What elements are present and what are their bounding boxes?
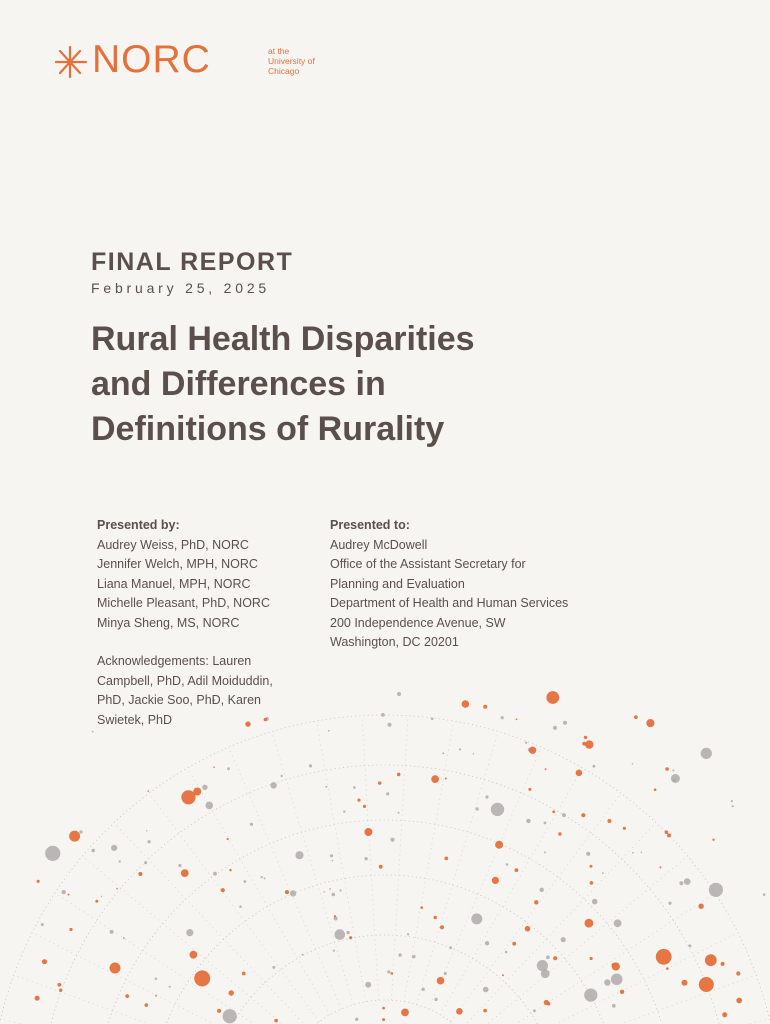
recipient-line: Department of Health and Human Services [330, 596, 569, 610]
dot-239 [434, 998, 437, 1001]
dot-128 [533, 1009, 536, 1012]
ring-1 [210, 935, 560, 1024]
dot-339 [444, 857, 448, 861]
dot-286 [656, 949, 672, 965]
dot-207 [412, 955, 416, 959]
dot-348 [261, 876, 263, 878]
dot-255 [632, 852, 634, 854]
dot-346 [553, 726, 557, 730]
dot-217 [155, 995, 157, 997]
dot-85 [145, 1003, 149, 1007]
logo-subtitle-line: University of [268, 56, 315, 66]
logo-subtitle [268, 46, 315, 76]
dot-17 [528, 788, 531, 791]
recipient-line: Washington, DC 20201 [330, 635, 459, 649]
dot-338 [701, 748, 712, 759]
dot-312 [501, 716, 504, 719]
spoke-21 [469, 856, 687, 1024]
dot-185 [242, 972, 246, 976]
dot-119 [667, 833, 671, 837]
dot-220 [576, 770, 583, 777]
ring-2 [150, 875, 620, 1024]
dot-222 [398, 812, 400, 814]
dot-279 [41, 923, 44, 926]
dot-70 [585, 919, 594, 928]
dot-322 [590, 957, 593, 960]
dot-229 [646, 719, 654, 727]
dot-163 [119, 860, 121, 862]
dot-225 [604, 979, 610, 985]
dot-142 [92, 731, 94, 733]
report-date: February 25, 2025 [91, 280, 271, 296]
dot-72 [378, 781, 381, 784]
dot-343 [641, 851, 643, 853]
spoke-18 [440, 768, 583, 1015]
dot-273 [213, 766, 215, 768]
spoke-6 [82, 856, 300, 1024]
dot-10 [221, 888, 225, 892]
dot-276 [181, 790, 195, 804]
dot-237 [562, 813, 566, 817]
dot-79 [668, 902, 671, 905]
dot-224 [462, 700, 470, 708]
spoke-17 [429, 747, 542, 1009]
dot-310 [552, 810, 555, 813]
dot-321 [563, 721, 567, 725]
dot-67 [323, 891, 325, 893]
dot-62 [593, 765, 596, 768]
recipient-line: Audrey McDowell [330, 537, 428, 552]
dot-275 [397, 773, 401, 777]
dot-145 [37, 880, 40, 883]
dot-127 [483, 705, 487, 709]
recipient-line: Office of the Assistant Secretary for [330, 557, 526, 571]
dot-46 [194, 970, 210, 986]
dot-238 [763, 893, 766, 896]
dot-214 [110, 963, 121, 974]
dot-260 [502, 974, 504, 976]
spoke-25 [492, 1019, 769, 1024]
presented-to-section [330, 516, 590, 653]
dot-267 [471, 913, 482, 924]
ring-5 [0, 715, 770, 1024]
dot-37 [401, 1009, 409, 1017]
dot-166 [731, 800, 733, 802]
dot-269 [612, 963, 616, 967]
dot-51 [561, 937, 566, 942]
dot-297 [544, 851, 546, 853]
spoke-16 [417, 732, 499, 1005]
ack-line: Acknowledgements: Lauren [97, 654, 252, 668]
spoke-13 [362, 716, 379, 1001]
dot-323 [456, 1008, 463, 1015]
dot-135 [264, 877, 266, 879]
dot-137 [365, 982, 371, 988]
author-line: Jennifer Welch, MPH, NORC [97, 557, 258, 571]
title-line: and Differences in [91, 365, 386, 403]
spoke-3 [14, 975, 282, 1024]
dot-97 [68, 894, 70, 896]
dot-268 [611, 974, 623, 986]
dot-211 [623, 827, 626, 830]
dot-150 [558, 832, 561, 835]
dot-243 [144, 861, 147, 864]
dot-174 [540, 888, 544, 892]
dot-87 [57, 983, 61, 987]
dot-248 [270, 782, 276, 788]
dot-171 [659, 866, 661, 868]
dot-189 [620, 990, 624, 994]
dot-131 [491, 803, 504, 816]
dot-122 [709, 883, 723, 897]
dot-336 [684, 878, 691, 885]
dot-152 [705, 954, 717, 966]
spoke-7 [114, 823, 310, 1024]
dot-116 [553, 956, 557, 960]
dot-50 [69, 928, 72, 931]
dot-12 [390, 838, 394, 842]
report-title [91, 317, 651, 452]
dot-250 [584, 736, 587, 739]
dot-213 [169, 986, 171, 988]
dot-141 [529, 747, 536, 754]
dot-118 [101, 896, 103, 898]
dot-92 [544, 1000, 549, 1005]
dot-327 [148, 840, 151, 843]
spoke-8 [149, 793, 319, 1022]
dot-136 [364, 857, 367, 860]
dot-177 [363, 805, 366, 808]
dot-192 [586, 852, 590, 856]
dot-156 [712, 839, 714, 841]
dot-110 [506, 863, 509, 866]
dot-187 [178, 864, 181, 867]
dot-53 [515, 868, 519, 872]
recipient-line: 200 Independence Avenue, SW [330, 615, 506, 630]
dot-287 [62, 890, 66, 894]
dot-205 [355, 1018, 358, 1021]
dot-277 [698, 904, 703, 909]
dot-283 [110, 930, 114, 934]
presented-by-section [97, 516, 297, 730]
dot-168 [181, 869, 189, 877]
dot-318 [420, 906, 423, 909]
dot-350 [59, 989, 62, 992]
author-line: Minya Sheng, MS, NORC [97, 615, 240, 630]
dot-215 [437, 977, 445, 985]
dot-49 [732, 805, 734, 807]
author-line: Liana Manuel, MPH, NORC [97, 576, 251, 591]
logo-subtitle-line: at the [268, 46, 290, 56]
dot-170 [525, 742, 527, 744]
dot-44 [186, 929, 193, 936]
dot-181 [665, 767, 669, 771]
dot-251 [125, 994, 129, 998]
spoke-23 [483, 933, 738, 1024]
dot-266 [335, 929, 346, 940]
dot-204 [325, 786, 327, 788]
spoke-4 [32, 933, 287, 1024]
dot-202 [239, 905, 242, 908]
dot-48 [95, 900, 98, 903]
dot-63 [69, 831, 80, 842]
dot-61 [485, 941, 489, 945]
dot-159 [546, 691, 559, 704]
dot-326 [512, 942, 516, 946]
spoke-12 [316, 721, 365, 1002]
dot-221 [250, 823, 253, 826]
spoke-15 [404, 721, 453, 1002]
spoke-10 [229, 747, 342, 1009]
spoke-2 [1, 1019, 278, 1024]
dot-329 [45, 846, 60, 861]
title-line: Rural Health Disparities [91, 320, 475, 358]
title-line: Definitions of Rurality [91, 410, 445, 448]
dot-81 [330, 854, 333, 857]
dot-123 [525, 926, 531, 932]
dot-231 [357, 799, 360, 802]
acknowledgements [97, 652, 297, 730]
dot-294 [379, 865, 383, 869]
dot-195 [147, 790, 149, 792]
dot-302 [328, 730, 330, 732]
dot-24 [444, 972, 447, 975]
author-line: Audrey Weiss, PhD, NORC [97, 537, 249, 552]
dot-83 [202, 785, 207, 790]
dot-71 [544, 822, 547, 825]
dot-352 [541, 969, 550, 978]
dot-88 [483, 1009, 487, 1013]
dot-193 [364, 828, 372, 836]
dot-315 [632, 763, 634, 765]
dot-106 [495, 841, 503, 849]
dot-107 [534, 900, 538, 904]
dot-203 [295, 851, 303, 859]
dot-73 [671, 774, 680, 783]
dot-139 [349, 936, 352, 939]
dot-129 [431, 718, 434, 721]
dot-13 [285, 890, 289, 894]
dot-332 [382, 1007, 385, 1010]
dot-330 [274, 1019, 278, 1023]
spoke-14 [391, 716, 408, 1001]
dot-2 [665, 830, 669, 834]
dot-175 [442, 752, 444, 754]
dot-223 [123, 937, 125, 939]
dot-164 [546, 955, 550, 959]
spoke-24 [488, 975, 756, 1024]
dot-290 [382, 1018, 385, 1021]
dot-31 [91, 849, 95, 853]
dot-353 [654, 788, 657, 791]
dot-230 [602, 872, 604, 874]
dot-300 [476, 807, 479, 810]
ack-line: Campbell, PhD, Adil Moiduddin, [97, 673, 273, 688]
spoke-19 [451, 793, 621, 1022]
dot-64 [387, 970, 390, 973]
dot-134 [206, 802, 214, 810]
dot-319 [397, 692, 401, 696]
dot-89 [431, 775, 439, 783]
dot-147 [590, 881, 594, 885]
ack-line: Swietek, PhD [97, 712, 173, 727]
dot-262 [35, 996, 40, 1001]
dot-19 [505, 951, 508, 954]
dot-308 [492, 877, 499, 884]
dot-228 [473, 753, 475, 755]
dot-80 [682, 980, 688, 986]
dot-34 [722, 1012, 727, 1017]
dot-176 [584, 989, 597, 1002]
recipient-line: Planning and Evaluation [330, 576, 465, 591]
dot-208 [340, 889, 342, 891]
dot-334 [332, 893, 336, 897]
dot-78 [229, 990, 234, 995]
dot-161 [281, 775, 283, 777]
logo-wordmark: NORC [92, 38, 211, 81]
ack-line: PhD, Jackie Soo, PhD, Karen [97, 693, 261, 707]
dot-36 [459, 748, 461, 750]
dot-219 [666, 967, 669, 970]
dot-270 [607, 819, 611, 823]
dot-52 [407, 933, 409, 935]
presented-by-heading: Presented by: [97, 518, 180, 532]
dot-263 [333, 950, 335, 952]
dot-9 [290, 890, 296, 896]
dot-182 [146, 830, 148, 832]
report-type-label: FINAL REPORT [91, 248, 294, 276]
dot-324 [679, 881, 683, 885]
dot-347 [213, 872, 217, 876]
dot-40 [42, 959, 47, 964]
spoke-20 [460, 823, 656, 1024]
dot-113 [302, 954, 304, 956]
presented-to-heading: Presented to: [330, 518, 410, 532]
dot-90 [422, 988, 425, 991]
dot-132 [485, 795, 488, 798]
dot-261 [190, 951, 198, 959]
dot-257 [585, 740, 593, 748]
dot-178 [346, 931, 349, 934]
spoke-11 [272, 732, 354, 1005]
dot-120 [229, 869, 231, 871]
dot-91 [434, 916, 437, 919]
dot-209 [116, 888, 118, 890]
dot-56 [672, 769, 674, 771]
dot-144 [590, 865, 593, 868]
dot-356 [244, 880, 247, 883]
dot-344 [592, 899, 598, 905]
dot-130 [111, 845, 117, 851]
dot-157 [329, 888, 331, 890]
dot-109 [516, 718, 518, 720]
dot-14 [155, 978, 158, 981]
dot-77 [736, 971, 740, 975]
dot-55 [634, 715, 638, 719]
dot-15 [227, 838, 229, 840]
dot-154 [449, 946, 452, 949]
dot-184 [391, 972, 394, 975]
dot-173 [483, 987, 489, 993]
dot-8 [581, 813, 585, 817]
dot-316 [445, 778, 447, 780]
dot-298 [381, 713, 385, 717]
dot-341 [440, 925, 444, 929]
dot-307 [334, 915, 336, 917]
dot-232 [388, 723, 392, 727]
dot-291 [612, 1004, 616, 1008]
ring-4 [40, 765, 730, 1024]
dot-293 [343, 811, 345, 813]
dot-254 [688, 944, 691, 947]
dot-140 [614, 919, 622, 927]
dot-304 [332, 860, 334, 862]
dot-247 [386, 792, 389, 795]
dot-86 [223, 1009, 237, 1023]
dot-313 [736, 998, 742, 1004]
dot-158 [309, 764, 312, 767]
dot-242 [138, 872, 142, 876]
dot-121 [721, 962, 725, 966]
dot-259 [545, 768, 547, 770]
starburst-icon [52, 42, 88, 82]
dot-66 [526, 819, 530, 823]
dot-103 [353, 786, 356, 789]
dot-306 [699, 977, 714, 992]
dot-249 [217, 1009, 221, 1013]
dot-317 [398, 953, 401, 956]
dot-201 [227, 767, 230, 770]
logo-subtitle-line: Chicago [268, 66, 300, 76]
dot-296 [79, 830, 82, 833]
dot-1 [272, 966, 275, 969]
author-line: Michelle Pleasant, PhD, NORC [97, 596, 270, 610]
